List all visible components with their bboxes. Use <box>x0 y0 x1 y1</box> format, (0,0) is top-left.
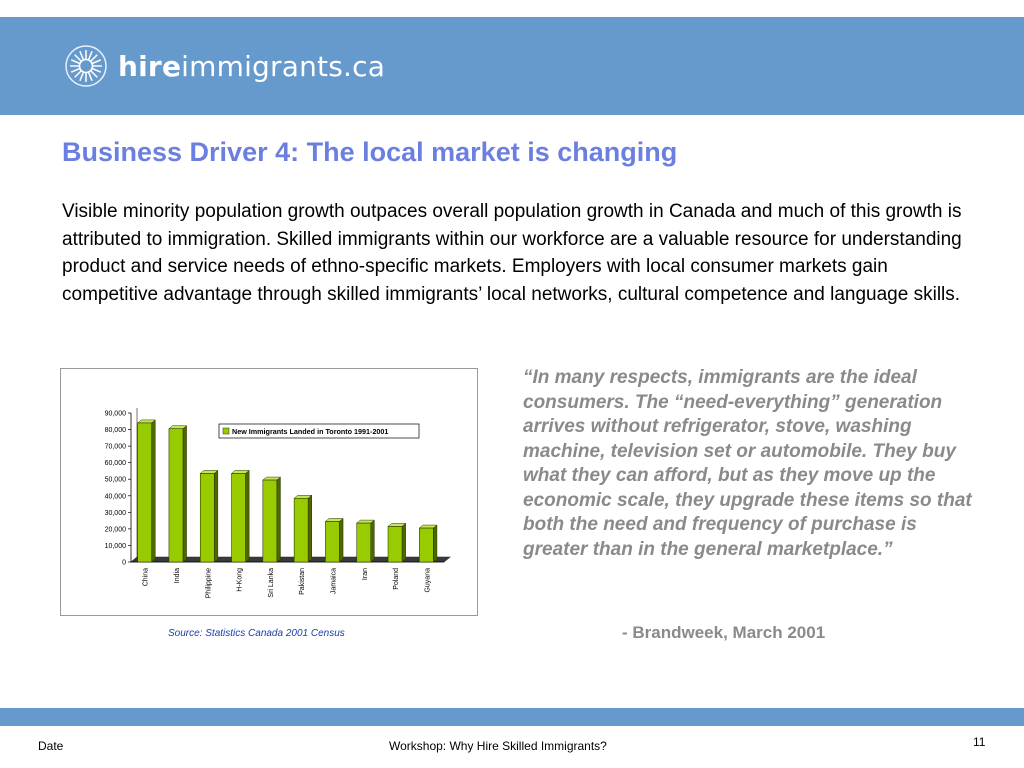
bar-side <box>433 525 437 562</box>
y-tick-label: 60,000 <box>104 460 126 468</box>
footer-bar <box>0 708 1024 726</box>
quote-attribution: - Brandweek, March 2001 <box>622 623 826 642</box>
bar <box>169 429 183 562</box>
x-tick-label: Philippine <box>205 568 213 599</box>
slide-title: Business Driver 4: The local market is changing <box>62 137 678 167</box>
x-tick-label: China <box>142 568 150 587</box>
bar-side <box>402 523 406 562</box>
quote-text: “In many respects, immigrants are the ideal consumers. The “need-everything” generation arrives without refrigerator, stove, washing machine, television set or automobile. They buy what they can afford, but as they move up the economic scale, they upgrade these items so that both the need and frequency of purchase is greater than in the general marketplace.” <box>523 367 972 560</box>
x-tick-label: Guyana <box>424 568 432 593</box>
footer-workshop-title: Workshop: Why Hire Skilled Immigrants? <box>389 739 607 753</box>
logo-text-rest: immigrants.ca <box>181 49 386 83</box>
header-bar <box>0 17 1024 115</box>
bar <box>232 473 246 562</box>
x-tick-label: Jamaica <box>330 568 338 595</box>
x-tick-label: Poland <box>393 568 401 590</box>
y-tick-label: 20,000 <box>104 526 126 534</box>
y-tick-label: 50,000 <box>104 476 126 484</box>
y-tick-label: 30,000 <box>104 509 126 517</box>
sun-burst-icon <box>64 44 108 88</box>
logo-text-bold: hire <box>118 49 182 83</box>
bar-side <box>277 477 281 562</box>
y-tick-label: 10,000 <box>104 542 126 550</box>
bar <box>294 498 308 562</box>
logo-text <box>118 50 385 83</box>
bar-side <box>152 420 156 562</box>
bar <box>388 526 402 562</box>
chart-frame <box>60 368 478 616</box>
bar <box>357 523 371 562</box>
legend-label: New Immigrants Landed in Toronto 1991-2001 <box>232 427 389 436</box>
x-tick-label: Sri Lanka <box>267 568 275 598</box>
bar-side <box>183 426 187 562</box>
bar-side <box>308 495 312 562</box>
bar-side <box>246 470 250 562</box>
y-tick-label: 70,000 <box>104 443 126 451</box>
bar <box>263 480 277 562</box>
y-tick-label: 80,000 <box>104 427 126 435</box>
bar <box>325 521 339 562</box>
site-logo[interactable] <box>64 44 385 88</box>
chart-source: Source: Statistics Canada 2001 Census <box>168 628 345 639</box>
bar <box>419 528 433 562</box>
page-number: 11 <box>973 735 986 749</box>
y-tick-label: 0 <box>122 559 126 567</box>
bar-side <box>339 518 343 562</box>
y-tick-label: 40,000 <box>104 493 126 501</box>
x-tick-label: Pakistan <box>299 568 307 595</box>
x-tick-label: Iran <box>361 568 369 581</box>
bar-side <box>214 470 218 562</box>
bar-chart <box>61 369 477 615</box>
intro-paragraph: Visible minority population growth outpaces overall population growth in Canada and much of this growth is attributed to immigration. Skilled immigrants within our workforce are a valuable resource for understanding product and service needs of ethno-specific markets. Employers with local consumer markets gain competitive advantage through skilled immigrants’ local networks, cultural competence and language skills. <box>62 201 962 305</box>
footer-date: Date <box>38 739 64 753</box>
bar <box>138 423 152 562</box>
bar-side <box>371 520 375 562</box>
bar <box>200 473 214 562</box>
y-tick-label: 90,000 <box>104 410 126 418</box>
legend-swatch <box>223 428 229 434</box>
x-tick-label: H-Kong <box>236 568 244 592</box>
x-tick-label: India <box>173 568 181 584</box>
